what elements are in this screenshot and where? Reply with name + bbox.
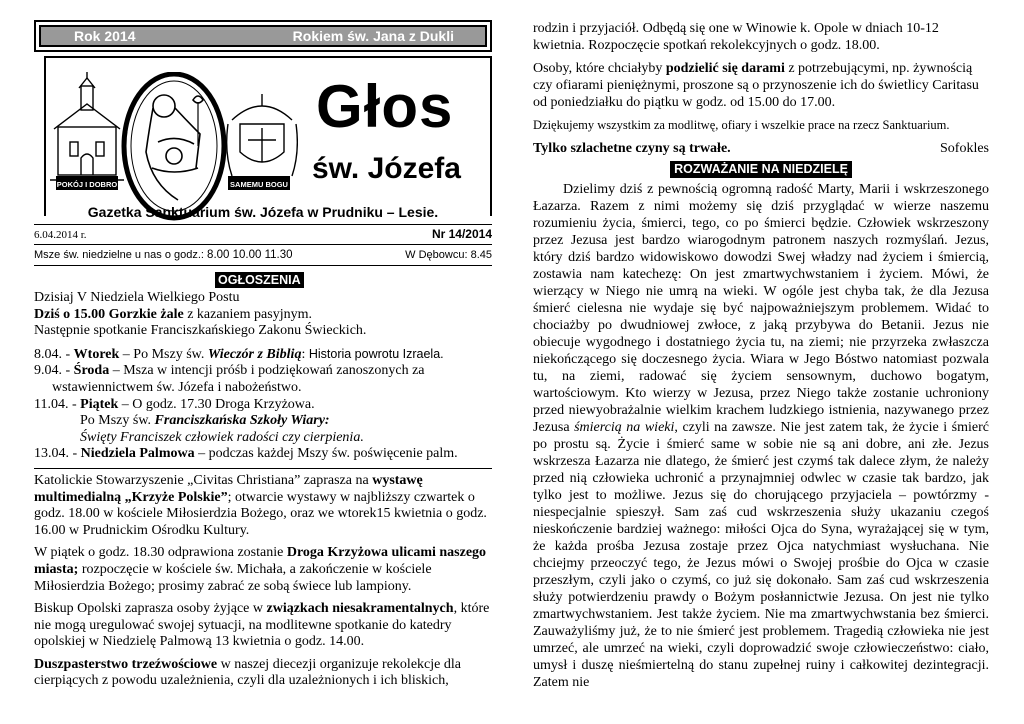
tagline: Gazetka Sanktuarium św. Józefa w Prudniku – Lesie. xyxy=(87,204,439,220)
issue-date: 6.04.2014 r. xyxy=(34,229,87,241)
quote-text: Tylko szlachetne czyny są trwałe. xyxy=(533,141,731,156)
schedule-friday: 11.04. - Piątek – O godz. 17.30 Droga Krzyżowa. xyxy=(34,396,315,412)
debowiec-mass-time: W Dębowcu: 8.45 xyxy=(405,249,492,261)
schedule-friday-topic: Święty Franciszek człowiek radości czy cierpienia. xyxy=(80,429,364,445)
retreat-continuation: rodzin i przyjaciół. Odbędą się one w Winowie k. Opole w dniach 10-12 kwietnia. Rozpoczęcie spotkań rekolekcyjnych o godz. 18.00. xyxy=(533,21,939,53)
schedule-wednesday: 9.04. - Środa – Msza w intencji próśb i podziękowań zanoszonych za xyxy=(34,363,425,379)
schedule-sunday: 13.04. - Niedziela Palmowa – podczas każdej Mszy św. poświęcenie palm. xyxy=(34,446,458,462)
divider xyxy=(34,468,492,469)
issue-number: Nr 14/2014 xyxy=(431,227,492,241)
logo-left-motto: POKÓJ I DOBRO xyxy=(56,180,118,189)
banner-motto: Rokiem św. Jana z Dukli xyxy=(292,28,454,44)
caritas-announcement: Osoby, które chciałyby podzielić się darami z potrzebującymi, np. żywnością czy ofiarami pieniężnymi, proszone są o przynoszenie ich do świetlicy Caritasu od poniedziałku do piątku w godz. od 15.00 do 17.00. xyxy=(533,61,979,110)
announcements-heading: OGŁOSZENIA xyxy=(215,272,304,288)
banner-year: Rok 2014 xyxy=(74,28,136,44)
schedule-wednesday-cont: wstawiennictwem św. Józefa i nabożeństwo. xyxy=(52,379,302,395)
announcement-bishop: Biskup Opolski zaprasza osoby żyjące w związkach niesakramentalnych, które nie mogą uregulować swojej sytuacji, na modlitewne spotkanie do katedry opolskiej w Niedzielę Palmową 13 kwietnia o godz. 14.00. xyxy=(34,601,490,650)
sunday-reflection-text: Dzielimy dziś z pewnością ogromną radość Marty, Marii i wskrzeszonego Łazarza. Razem z nimi możemy się dziś przyglądać w wierze naszemu rozumieniu życia, śmierci, tego, co po śmierci będzie. Człowiek wskrzeszony przez Jezusa jest bardzo wiarogodnym patronem naszych rozmyślań. Jezus, który dziś bardzo widowiskowo dowodzi Swej władzy nad życiem i śmiercią, zostawia nam katechezę: On jest zmartwychwstaniem i życiem. Mówi, że wierzący w Niego nie umrą na wieki. W ogóle jest chyba tak, że dla Jezusa śmierć cielesna nie wydaje się być najpoważniejszym problemem. Widać to chociażby po dwudniowej zwłoce, z jaką przybywa do Betanii. Jezus nie obiecuje wygodnego i dostatniego życia tu, na ziemi; nie przyrzeka zwłaszcza niekończącego się doczesnego życia. Wiara w Jego Bóstwo natomiast pozwala tu, na ziemi, radować się życiem sensownym, duchowo bogatym, wartościowym. Kto wierzy w Jezusa, przez Niego także zostanie uchroniony przed niewyobrażalnie wielkim krachem ludzkiego istnienia, nazywanego przez Jezusa śmiercią na wieki, czyli na zawsze. Nie jest zatem tak, że życie i śmierć po prostu są. Życie i śmierć same w sobie nie są ani dobre, ani złe. Jezus wskrzesza Łazarza nie dlatego, że śmierć jest czymś tak dalece złym, że należy przed nią człowieka uchronić a przynajmniej odwlec w czasie tak bardzo, jak tylko jest to możliwe. Jezus się do chorującego przyjaciela – powtórzmy - niespecjalnie spieszył. Sam zaś cud wskrzeszenia służy ukazaniu czegoś nieskończenie bardziej ważnego: miłości Ojca do Syna, wyrażającej się w tym, że każda prośba Jezusa zostaje przez Ojca natychmiast wysłuchana. Nie chciejmy przeoczyć tego, że Jezus mówi o Swojej prośbie do Ojca w czasie przeszłym, czyli jako o czymś, co już się dokonało. Sam zaś cud wskrzeszenia służy potwierdzeniu prawdy o Bożym posłannictwie Jezusa. On jest nie tylko zmartwychwstaniem. Jest także życiem. Nie ma zmartwychwstania bez śmierci. Zauważyliśmy już, że to nie śmierć jest problemem. Tragedią człowieka nie jest umrzeć, ale umrzeć na wieki, czyli doprowadzić swoje człowieczeństwo: ciało, umysł i duszę nieśmiertelną do stanu zupełnej ruiny i całkowitej dezintegracji. Zatem nie xyxy=(533,182,989,690)
schedule-friday-school: Po Mszy św. Franciszkańska Szkoły Wiary: xyxy=(80,413,330,429)
announcement-sobriety: Duszpasterstwo trzeźwościowe w naszej diecezji organizuje rekolekcje dla cierpiących z powodu uzależnienia, czyli dla uzależnionych i ich bliskich, xyxy=(34,656,461,689)
announcement-line: Dzisiaj V Niedziela Wielkiego Postu xyxy=(34,290,240,305)
quote-author: Sofokles xyxy=(940,141,989,156)
newspaper-subtitle: św. Józefa xyxy=(312,152,461,185)
announcement-exhibition: Katolickie Stowarzyszenie „Civitas Christiana” zaprasza na wystawę multimedialną „Krzyże Polskie”; otwarcie wystawy w najbliższy czwartek o godz. 18.00 w kościele Miłosierdzia Bożego, oraz we wtorek15 kwietnia o godz. 16.00 w Prudnickim Ośrodku Kultury. xyxy=(34,472,487,538)
newspaper-title: Głos xyxy=(316,73,454,140)
divider xyxy=(34,224,492,225)
right-column xyxy=(533,20,989,720)
sanctuary-logo xyxy=(48,72,298,222)
divider xyxy=(34,244,492,245)
left-column xyxy=(34,20,492,720)
logo-right-motto: SAMEMU BOGU xyxy=(230,180,288,189)
announcement-way-of-cross: W piątek o godz. 18.30 odprawiona zostanie Droga Krzyżowa ulicami naszego miasta; rozpoczęcie w kościele św. Michała, a zakończenie w kościele Miłosierdzia Bożego; prosimy zabrać ze sobą świece lub lampiony. xyxy=(34,545,487,594)
divider xyxy=(34,265,492,266)
left-church-icon xyxy=(50,72,124,180)
right-crest-icon xyxy=(227,94,298,176)
announcement-line: Dziś o 15.00 Gorzkie żale z kazaniem pasyjnym. xyxy=(34,306,312,322)
top-banner xyxy=(34,20,492,52)
mass-times-values: 8.00 10.00 11.30 xyxy=(207,249,293,261)
reflection-heading: ROZWAŻANIE NA NIEDZIELĘ xyxy=(670,161,852,178)
schedule-tuesday: 8.04. - Wtorek – Po Mszy św. Wieczór z Biblią: Historia powrotu Izraela. xyxy=(34,346,444,362)
announcement-line: Następnie spotkanie Franciszkańskiego Zakonu Świeckich. xyxy=(34,323,367,339)
thanks-line: Dziękujemy wszystkim za modlitwę, ofiary i wszelkie prace na rzecz Sanktuarium. xyxy=(533,118,950,132)
quote xyxy=(533,140,989,157)
announcements-body xyxy=(34,290,492,690)
mass-times xyxy=(34,249,293,261)
mass-times-label: Msze św. niedzielne u nas o godz.: xyxy=(34,249,204,261)
